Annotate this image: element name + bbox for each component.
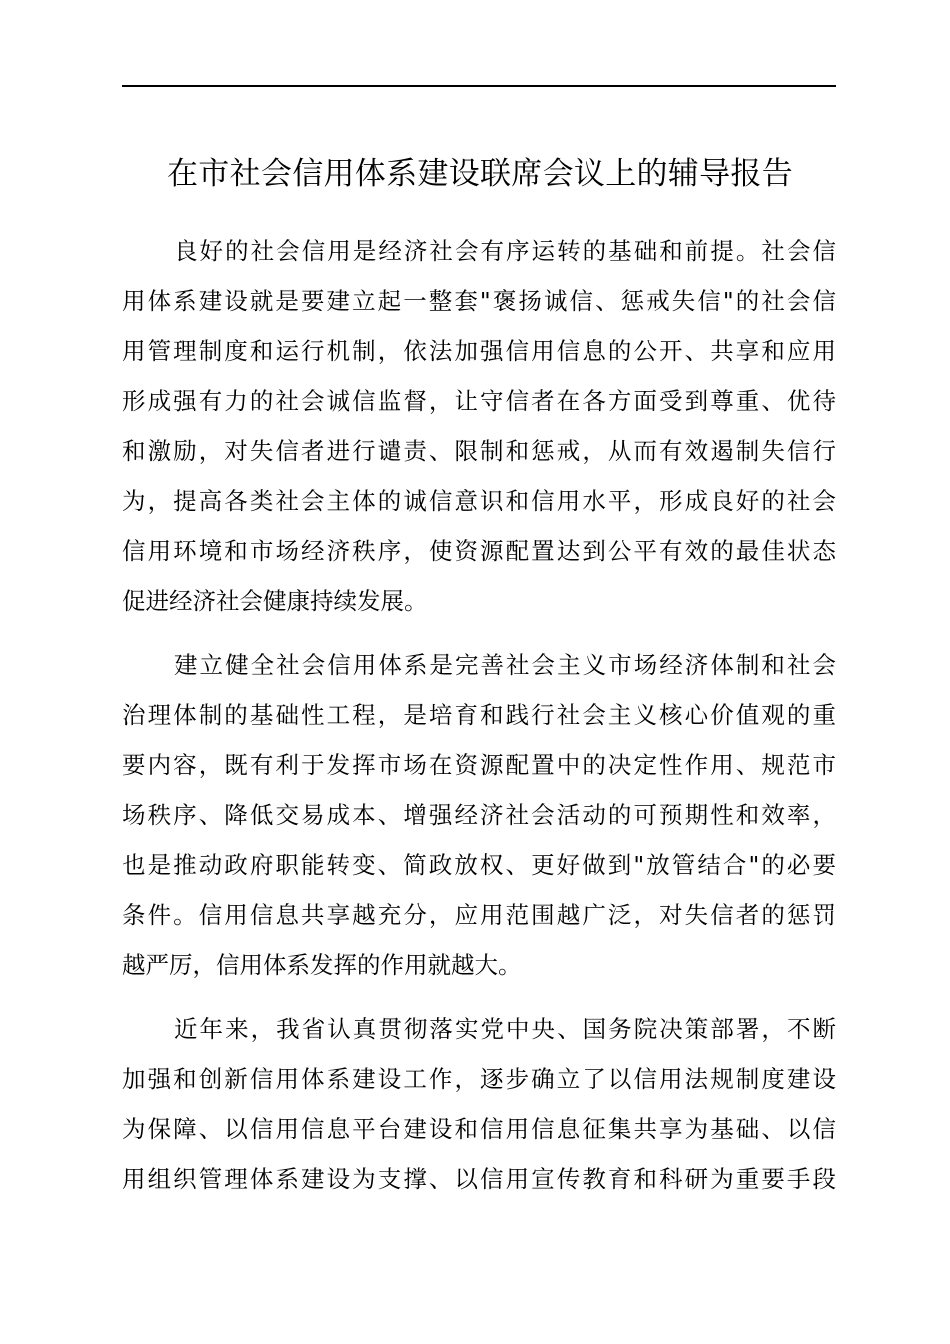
text-line: 促进经济社会健康持续发展。 [122,587,428,615]
paragraph-2 [122,640,836,990]
text-line: 也是推动政府职能转变、简政放权、更好做到"放管结合"的必要 [122,851,836,879]
text-line: 场秩序、降低交易成本、增强经济社会活动的可预期性和效率， [122,801,836,829]
text-line: 越严厉，信用体系发挥的作用就越大。 [122,951,522,979]
text-line: 条件。信用信息共享越充分，应用范围越广泛，对失信者的惩罚 [122,901,836,929]
text-line: 用管理制度和运行机制，依法加强信用信息的公开、共享和应用 [122,337,836,365]
text-line: 信用环境和市场经济秩序，使资源配置达到公平有效的最佳状态 [122,537,836,565]
header-rule [122,85,836,87]
text-line: 要内容，既有利于发挥市场在资源配置中的决定性作用、规范市 [122,751,836,779]
text-line: 治理体制的基础性工程，是培育和践行社会主义核心价值观的重 [122,701,836,729]
text-line: 加强和创新信用体系建设工作，逐步确立了以信用法规制度建设 [122,1065,836,1093]
text-line: 为，提高各类社会主体的诚信意识和信用水平，形成良好的社会 [122,487,836,515]
text-line: 建立健全社会信用体系是完善社会主义市场经济体制和社会 [174,651,836,679]
text-line: 用体系建设就是要建立起一整套"褒扬诚信、惩戒失信"的社会信 [122,287,836,315]
text-line: 为保障、以信用信息平台建设和信用信息征集共享为基础、以信 [122,1115,836,1143]
text-line: 良好的社会信用是经济社会有序运转的基础和前提。社会信 [174,237,836,265]
text-line: 用组织管理体系建设为支撑、以信用宣传教育和科研为重要手段 [122,1165,836,1193]
paragraph-3 [122,1004,836,1204]
text-line: 近年来，我省认真贯彻落实党中央、国务院决策部署，不断 [174,1015,836,1043]
paragraph-1 [122,226,836,626]
document-body [122,226,836,1218]
text-line: 形成强有力的社会诚信监督，让守信者在各方面受到尊重、优待 [122,387,836,415]
document-title: 在市社会信用体系建设联席会议上的辅导报告 [167,156,793,192]
text-line: 和激励，对失信者进行谴责、限制和惩戒，从而有效遏制失信行 [122,437,836,465]
